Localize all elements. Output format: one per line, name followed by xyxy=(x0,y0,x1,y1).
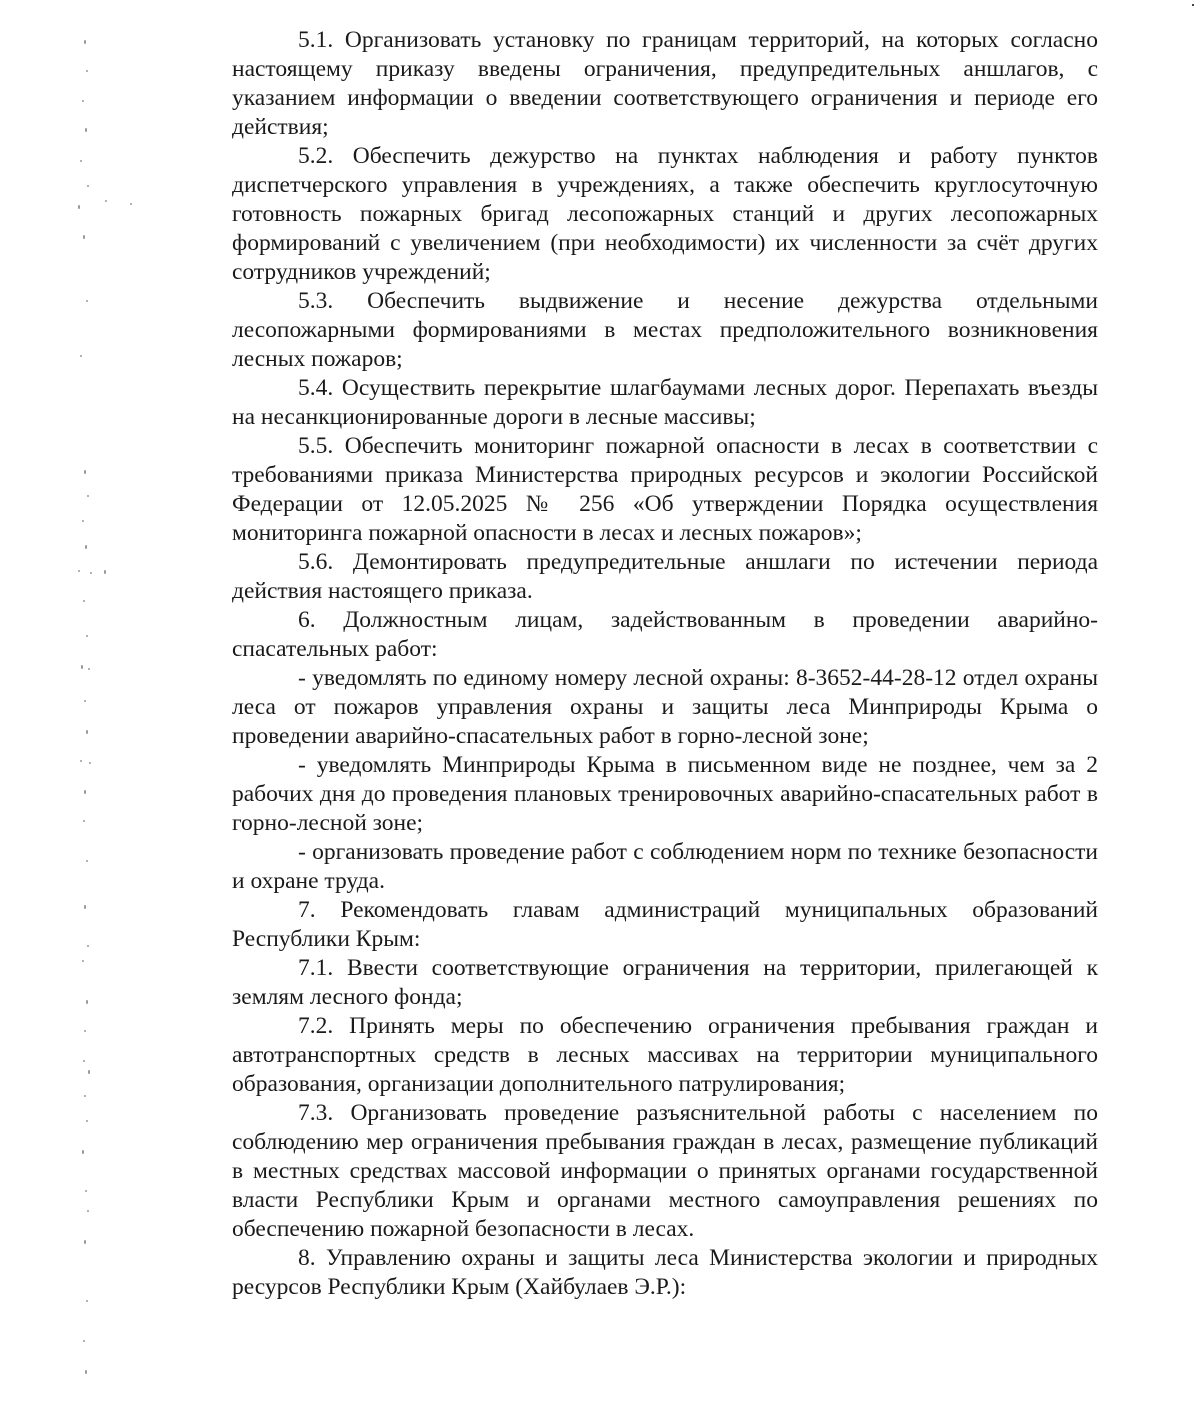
scan-speck xyxy=(81,665,83,669)
scan-speck xyxy=(84,1030,86,1032)
scan-speck xyxy=(86,1120,88,1122)
scan-speck xyxy=(89,762,91,764)
scan-speck xyxy=(85,1370,87,1374)
paragraph-5-4: 5.4. Осуществить перекрытие шлагбаумами лесных дорог. Перепахать въезды на несанкционированные дороги в лесные массивы; xyxy=(232,375,1098,430)
scan-speck xyxy=(87,495,89,497)
paragraph-7-3: 7.3. Организовать проведение разъяснительной работы с населением по соблюдению мер ограничения пребывания граждан в лесах, размещение публикаций в местных средствах массовой информации о принятых органами государственной власти Республики Крым и органами местного самоуправления решениях по обеспечению пожарной безопасности в лесах. xyxy=(232,1100,1098,1242)
scan-speck xyxy=(84,1240,86,1244)
scan-corner-speck xyxy=(1192,4,1194,6)
scan-speck xyxy=(84,905,86,909)
paragraph-5-1: 5.1. Организовать установку по границам территорий, на которых согласно настоящему приказу введены ограничения, предупредительных аншлагов, с указанием информации о введении соответствующего ограничения и периоде его действия; xyxy=(232,27,1098,140)
scan-speck xyxy=(86,1000,88,1004)
paragraph-7-1: 7.1. Ввести соответствующие ограничения на территории, прилегающей к землям лесного фонда; xyxy=(232,955,1098,1010)
paragraph-6-notify-hotline: - уведомлять по единому номеру лесной охраны: 8-3652-44-28-12 отдел охраны леса от пожаров управления охраны и защиты леса Минприроды Крыма о проведении аварийно-спасательных работ в горно-лесной зоне; xyxy=(232,665,1098,749)
scan-speck xyxy=(87,1210,89,1212)
paragraph-7-2: 7.2. Принять меры по обеспечению ограничения пребывания граждан и автотранспортных средств в лесных массивах на территории муниципального образования, организации дополнительного патрулирования; xyxy=(232,1013,1098,1097)
scan-speck xyxy=(83,820,85,822)
document-body xyxy=(232,26,1098,1302)
scan-speck xyxy=(84,1095,86,1097)
scan-speck xyxy=(130,203,132,205)
scan-speck xyxy=(78,205,80,209)
scan-speck xyxy=(80,355,82,357)
scan-speck xyxy=(80,760,82,762)
scan-speck xyxy=(86,860,88,862)
paragraph-5-2: 5.2. Обеспечить дежурство на пунктах наблюдения и работу пунктов диспетчерского управления в учреждениях, а также обеспечить круглосуточную готовность пожарных бригад лесопожарных станций и других лесопожарных формирований с увеличением (при необходимости) их численности за счёт других сотрудников учреждений; xyxy=(232,143,1098,285)
scan-speck xyxy=(83,1060,85,1062)
scan-speck xyxy=(86,730,88,734)
paragraph-5-3: 5.3. Обеспечить выдвижение и несение дежурства отдельными лесопожарными формированиями в местах предположительного возникновения лесных пожаров; xyxy=(232,288,1098,372)
scan-speck xyxy=(83,235,85,239)
scan-speck xyxy=(88,668,90,670)
paragraph-8: 8. Управлению охраны и защиты леса Министерства экологии и природных ресурсов Республики Крым (Хайбулаев Э.Р.): xyxy=(232,1245,1098,1300)
scan-speck xyxy=(84,470,86,474)
scan-speck xyxy=(82,960,84,962)
scan-speck xyxy=(83,1340,85,1342)
scan-speck xyxy=(105,200,107,202)
scan-speck xyxy=(78,570,80,572)
scan-speck xyxy=(86,300,88,302)
scan-speck xyxy=(87,185,89,187)
paragraph-6-safety: - организовать проведение работ с соблюдением норм по технике безопасности и охране труда. xyxy=(232,839,1098,894)
scan-speck xyxy=(84,40,86,44)
paragraph-5-5: 5.5. Обеспечить мониторинг пожарной опасности в лесах в соответствии с требованиями приказа Министерства природных ресурсов и экологии Российской Федерации от 12.05.2025 № 256 «Об утверждении Порядка осуществления мониторинга пожарной опасности в лесах и лесных пожаров»; xyxy=(232,433,1098,546)
scan-speck xyxy=(83,600,85,602)
scan-speck xyxy=(86,1300,88,1302)
paragraph-7: 7. Рекомендовать главам администраций муниципальных образований Республики Крым: xyxy=(232,897,1098,952)
scan-speck xyxy=(84,790,86,794)
scan-speck xyxy=(82,1150,84,1154)
scan-margin-noise xyxy=(60,0,130,1409)
scan-speck xyxy=(104,570,106,574)
scan-speck xyxy=(82,520,84,522)
paragraph-5-6: 5.6. Демонтировать предупредительные аншлаги по истечении периода действия настоящего приказа. xyxy=(232,549,1098,604)
scan-speck xyxy=(85,1190,87,1192)
scan-speck xyxy=(84,700,86,702)
paragraph-6-notify-writing: - уведомлять Минприроды Крыма в письменном виде не позднее, чем за 2 рабочих дня до проведения плановых тренировочных аварийно-спасательных работ в горно-лесной зоне; xyxy=(232,752,1098,836)
paragraph-6: 6. Должностным лицам, задействованным в проведении аварийно-спасательных работ: xyxy=(232,607,1098,662)
scan-speck xyxy=(82,100,84,102)
scan-speck xyxy=(90,572,92,574)
scan-speck xyxy=(88,1070,90,1074)
scan-speck xyxy=(87,945,89,947)
scan-speck xyxy=(80,160,82,162)
scan-speck xyxy=(86,70,88,72)
scan-speck xyxy=(85,128,87,132)
scan-speck xyxy=(85,545,87,549)
scan-speck xyxy=(86,635,88,637)
